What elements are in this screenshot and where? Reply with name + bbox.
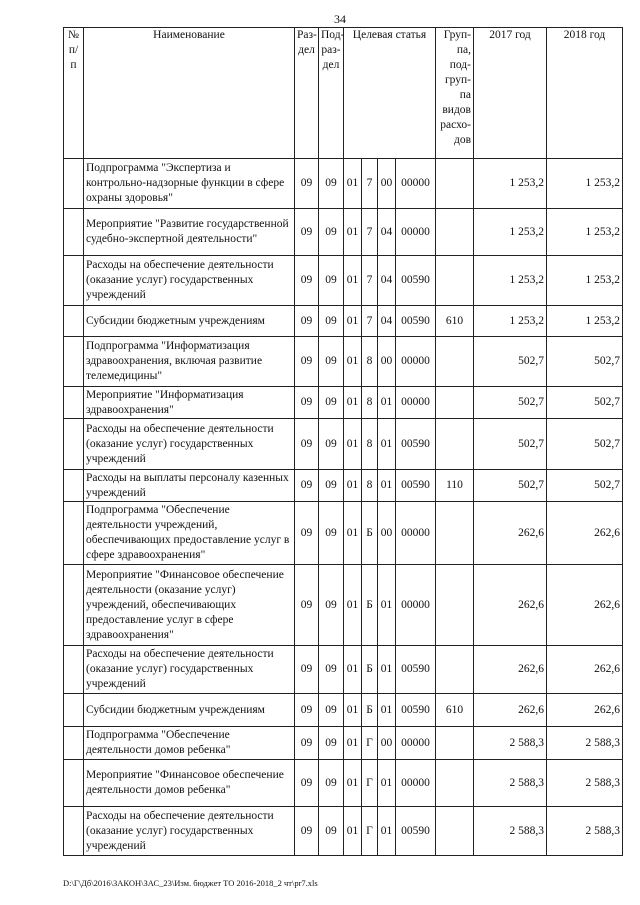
cell-2017: 262,6 — [474, 646, 547, 694]
cell-target-program: 01 — [344, 502, 362, 565]
table-row — [64, 256, 623, 306]
table-row — [64, 470, 623, 502]
cell-2018: 2 588,3 — [547, 807, 623, 856]
cell-2017: 2 588,3 — [474, 807, 547, 856]
table-row — [64, 646, 623, 694]
cell-no — [64, 470, 84, 502]
cell-section: 09 — [295, 387, 319, 419]
cell-2017: 502,7 — [474, 337, 547, 387]
cell-2018: 1 253,2 — [547, 209, 623, 256]
cell-no — [64, 306, 84, 337]
cell-expense-group — [436, 760, 474, 807]
header-target: Целевая статья — [344, 28, 436, 159]
cell-subsection: 09 — [319, 387, 344, 419]
cell-target-subprogram: Г — [362, 727, 378, 760]
cell-2017: 262,6 — [474, 694, 547, 727]
cell-2018: 502,7 — [547, 470, 623, 502]
cell-no — [64, 209, 84, 256]
cell-target-direction: 00590 — [396, 646, 436, 694]
cell-2017: 1 253,2 — [474, 256, 547, 306]
cell-target-event: 00 — [378, 159, 396, 209]
cell-subsection: 09 — [319, 646, 344, 694]
cell-target-program: 01 — [344, 209, 362, 256]
cell-name: Субсидии бюджетным учреждениям — [84, 694, 295, 727]
cell-target-subprogram: 8 — [362, 337, 378, 387]
cell-2018: 262,6 — [547, 646, 623, 694]
header-group: Груп- па, под- груп- па видов расхо- дов — [436, 28, 474, 159]
cell-section: 09 — [295, 337, 319, 387]
cell-2017: 2 588,3 — [474, 727, 547, 760]
cell-section: 09 — [295, 646, 319, 694]
cell-no — [64, 807, 84, 856]
cell-2018: 1 253,2 — [547, 256, 623, 306]
cell-target-event: 04 — [378, 209, 396, 256]
cell-name: Подпрограмма "Экспертиза и контрольно-надзорные функции в сфере охраны здоровья" — [84, 159, 295, 209]
cell-subsection: 09 — [319, 807, 344, 856]
cell-no — [64, 760, 84, 807]
cell-target-event: 01 — [378, 694, 396, 727]
header-name: Наименование — [84, 28, 295, 159]
cell-subsection: 09 — [319, 337, 344, 387]
cell-subsection: 09 — [319, 565, 344, 646]
cell-expense-group — [436, 256, 474, 306]
cell-name: Подпрограмма "Обеспечение деятельности учреждений, обеспечивающих предоставление услуг в сфере здравоохранения" — [84, 502, 295, 565]
cell-no — [64, 419, 84, 470]
cell-target-event: 01 — [378, 807, 396, 856]
header-no: № п/ п — [64, 28, 84, 159]
table-row — [64, 337, 623, 387]
cell-2017: 1 253,2 — [474, 306, 547, 337]
cell-expense-group — [436, 727, 474, 760]
cell-target-direction: 00000 — [396, 337, 436, 387]
cell-target-direction: 00000 — [396, 502, 436, 565]
cell-target-program: 01 — [344, 387, 362, 419]
cell-2018: 262,6 — [547, 565, 623, 646]
cell-target-program: 01 — [344, 159, 362, 209]
header-subsection: Под- раз- дел — [319, 28, 344, 159]
cell-subsection: 09 — [319, 694, 344, 727]
cell-target-program: 01 — [344, 727, 362, 760]
table-row — [64, 502, 623, 565]
cell-no — [64, 565, 84, 646]
cell-target-event: 01 — [378, 419, 396, 470]
cell-target-program: 01 — [344, 337, 362, 387]
cell-expense-group — [436, 337, 474, 387]
cell-target-subprogram: Б — [362, 694, 378, 727]
table-row — [64, 694, 623, 727]
cell-target-program: 01 — [344, 694, 362, 727]
header-row — [64, 28, 623, 159]
cell-target-event: 04 — [378, 256, 396, 306]
cell-target-direction: 00590 — [396, 807, 436, 856]
cell-expense-group: 610 — [436, 694, 474, 727]
cell-name: Мероприятие "Финансовое обеспечение деятельности (оказание услуг) учреждений, обеспечивающих предоставление услуг в сфере здравоохранения" — [84, 565, 295, 646]
cell-section: 09 — [295, 760, 319, 807]
cell-section: 09 — [295, 159, 319, 209]
cell-name: Подпрограмма "Обеспечение деятельности домов ребенка" — [84, 727, 295, 760]
cell-name: Мероприятие "Информатизация здравоохранения" — [84, 387, 295, 419]
cell-name: Расходы на выплаты персоналу казенных учреждений — [84, 470, 295, 502]
cell-target-direction: 00000 — [396, 387, 436, 419]
budget-table — [63, 27, 623, 856]
cell-target-subprogram: Г — [362, 807, 378, 856]
cell-target-program: 01 — [344, 807, 362, 856]
table-row — [64, 419, 623, 470]
cell-target-event: 00 — [378, 727, 396, 760]
cell-expense-group — [436, 387, 474, 419]
cell-target-direction: 00000 — [396, 760, 436, 807]
cell-target-subprogram: 7 — [362, 256, 378, 306]
cell-subsection: 09 — [319, 159, 344, 209]
table-row — [64, 565, 623, 646]
cell-2018: 502,7 — [547, 387, 623, 419]
cell-subsection: 09 — [319, 727, 344, 760]
cell-2017: 1 253,2 — [474, 209, 547, 256]
cell-no — [64, 646, 84, 694]
cell-name: Расходы на обеспечение деятельности (оказание услуг) государственных учреждений — [84, 807, 295, 856]
table-row — [64, 807, 623, 856]
cell-2018: 262,6 — [547, 502, 623, 565]
cell-expense-group — [436, 807, 474, 856]
table-row — [64, 159, 623, 209]
cell-no — [64, 727, 84, 760]
cell-target-program: 01 — [344, 306, 362, 337]
table-row — [64, 760, 623, 807]
cell-2017: 502,7 — [474, 470, 547, 502]
cell-2017: 262,6 — [474, 565, 547, 646]
cell-name: Субсидии бюджетным учреждениям — [84, 306, 295, 337]
cell-section: 09 — [295, 565, 319, 646]
cell-subsection: 09 — [319, 419, 344, 470]
cell-target-event: 01 — [378, 760, 396, 807]
cell-subsection: 09 — [319, 209, 344, 256]
cell-subsection: 09 — [319, 470, 344, 502]
cell-no — [64, 159, 84, 209]
cell-expense-group — [436, 565, 474, 646]
cell-2017: 1 253,2 — [474, 159, 547, 209]
cell-2017: 502,7 — [474, 387, 547, 419]
cell-target-subprogram: 7 — [362, 209, 378, 256]
table-row — [64, 306, 623, 337]
page-number: 34 — [334, 12, 346, 26]
cell-target-direction: 00590 — [396, 470, 436, 502]
cell-target-program: 01 — [344, 470, 362, 502]
cell-target-subprogram: Б — [362, 502, 378, 565]
cell-target-direction: 00000 — [396, 727, 436, 760]
cell-target-subprogram: Г — [362, 760, 378, 807]
table-body — [64, 159, 623, 856]
cell-expense-group — [436, 209, 474, 256]
cell-no — [64, 337, 84, 387]
cell-target-subprogram: Б — [362, 646, 378, 694]
cell-target-direction: 00000 — [396, 159, 436, 209]
cell-target-program: 01 — [344, 760, 362, 807]
header-section: Раз- дел — [295, 28, 319, 159]
cell-subsection: 09 — [319, 760, 344, 807]
table-row — [64, 727, 623, 760]
cell-name: Расходы на обеспечение деятельности (оказание услуг) государственных учреждений — [84, 256, 295, 306]
cell-target-event: 04 — [378, 306, 396, 337]
cell-target-direction: 00590 — [396, 694, 436, 727]
cell-no — [64, 387, 84, 419]
cell-target-direction: 00000 — [396, 209, 436, 256]
cell-2017: 262,6 — [474, 502, 547, 565]
cell-target-subprogram: 8 — [362, 387, 378, 419]
cell-target-direction: 00590 — [396, 306, 436, 337]
cell-section: 09 — [295, 306, 319, 337]
cell-section: 09 — [295, 694, 319, 727]
cell-target-program: 01 — [344, 565, 362, 646]
table-row — [64, 209, 623, 256]
cell-expense-group: 110 — [436, 470, 474, 502]
cell-section: 09 — [295, 256, 319, 306]
cell-no — [64, 256, 84, 306]
cell-name: Подпрограмма "Информатизация здравоохранения, включая развитие телемедицины" — [84, 337, 295, 387]
cell-target-direction: 00590 — [396, 419, 436, 470]
cell-target-event: 01 — [378, 646, 396, 694]
cell-2018: 262,6 — [547, 694, 623, 727]
cell-target-program: 01 — [344, 419, 362, 470]
cell-subsection: 09 — [319, 306, 344, 337]
cell-target-event: 00 — [378, 502, 396, 565]
cell-2018: 2 588,3 — [547, 760, 623, 807]
cell-2017: 2 588,3 — [474, 760, 547, 807]
cell-expense-group: 610 — [436, 306, 474, 337]
cell-target-event: 00 — [378, 337, 396, 387]
cell-expense-group — [436, 159, 474, 209]
cell-2018: 502,7 — [547, 337, 623, 387]
cell-target-subprogram: 8 — [362, 419, 378, 470]
cell-target-program: 01 — [344, 256, 362, 306]
cell-2018: 1 253,2 — [547, 306, 623, 337]
cell-section: 09 — [295, 209, 319, 256]
cell-target-event: 01 — [378, 470, 396, 502]
cell-target-subprogram: 7 — [362, 159, 378, 209]
cell-subsection: 09 — [319, 502, 344, 565]
cell-2018: 502,7 — [547, 419, 623, 470]
cell-target-event: 01 — [378, 565, 396, 646]
header-2018: 2018 год — [547, 28, 623, 159]
cell-subsection: 09 — [319, 256, 344, 306]
cell-2018: 1 253,2 — [547, 159, 623, 209]
cell-name: Мероприятие "Финансовое обеспечение деятельности домов ребенка" — [84, 760, 295, 807]
cell-name: Расходы на обеспечение деятельности (оказание услуг) государственных учреждений — [84, 646, 295, 694]
cell-expense-group — [436, 646, 474, 694]
cell-2018: 2 588,3 — [547, 727, 623, 760]
cell-section: 09 — [295, 727, 319, 760]
cell-expense-group — [436, 502, 474, 565]
table-row — [64, 387, 623, 419]
cell-target-program: 01 — [344, 646, 362, 694]
cell-no — [64, 502, 84, 565]
cell-target-subprogram: 7 — [362, 306, 378, 337]
cell-target-subprogram: Б — [362, 565, 378, 646]
cell-target-direction: 00000 — [396, 565, 436, 646]
cell-section: 09 — [295, 470, 319, 502]
cell-target-event: 01 — [378, 387, 396, 419]
cell-2017: 502,7 — [474, 419, 547, 470]
cell-name: Расходы на обеспечение деятельности (оказание услуг) государственных учреждений — [84, 419, 295, 470]
cell-no — [64, 694, 84, 727]
header-2017: 2017 год — [474, 28, 547, 159]
footer-path: D:\Г\Дб\2016\ЗАКОН\ЗАС_23\Изм. бюджет ТО 2016-2018_2 чт\pr7.xls — [63, 878, 318, 888]
cell-target-direction: 00590 — [396, 256, 436, 306]
cell-section: 09 — [295, 807, 319, 856]
cell-section: 09 — [295, 502, 319, 565]
cell-target-subprogram: 8 — [362, 470, 378, 502]
cell-name: Мероприятие "Развитие государственной судебно-экспертной деятельности" — [84, 209, 295, 256]
cell-expense-group — [436, 419, 474, 470]
cell-section: 09 — [295, 419, 319, 470]
